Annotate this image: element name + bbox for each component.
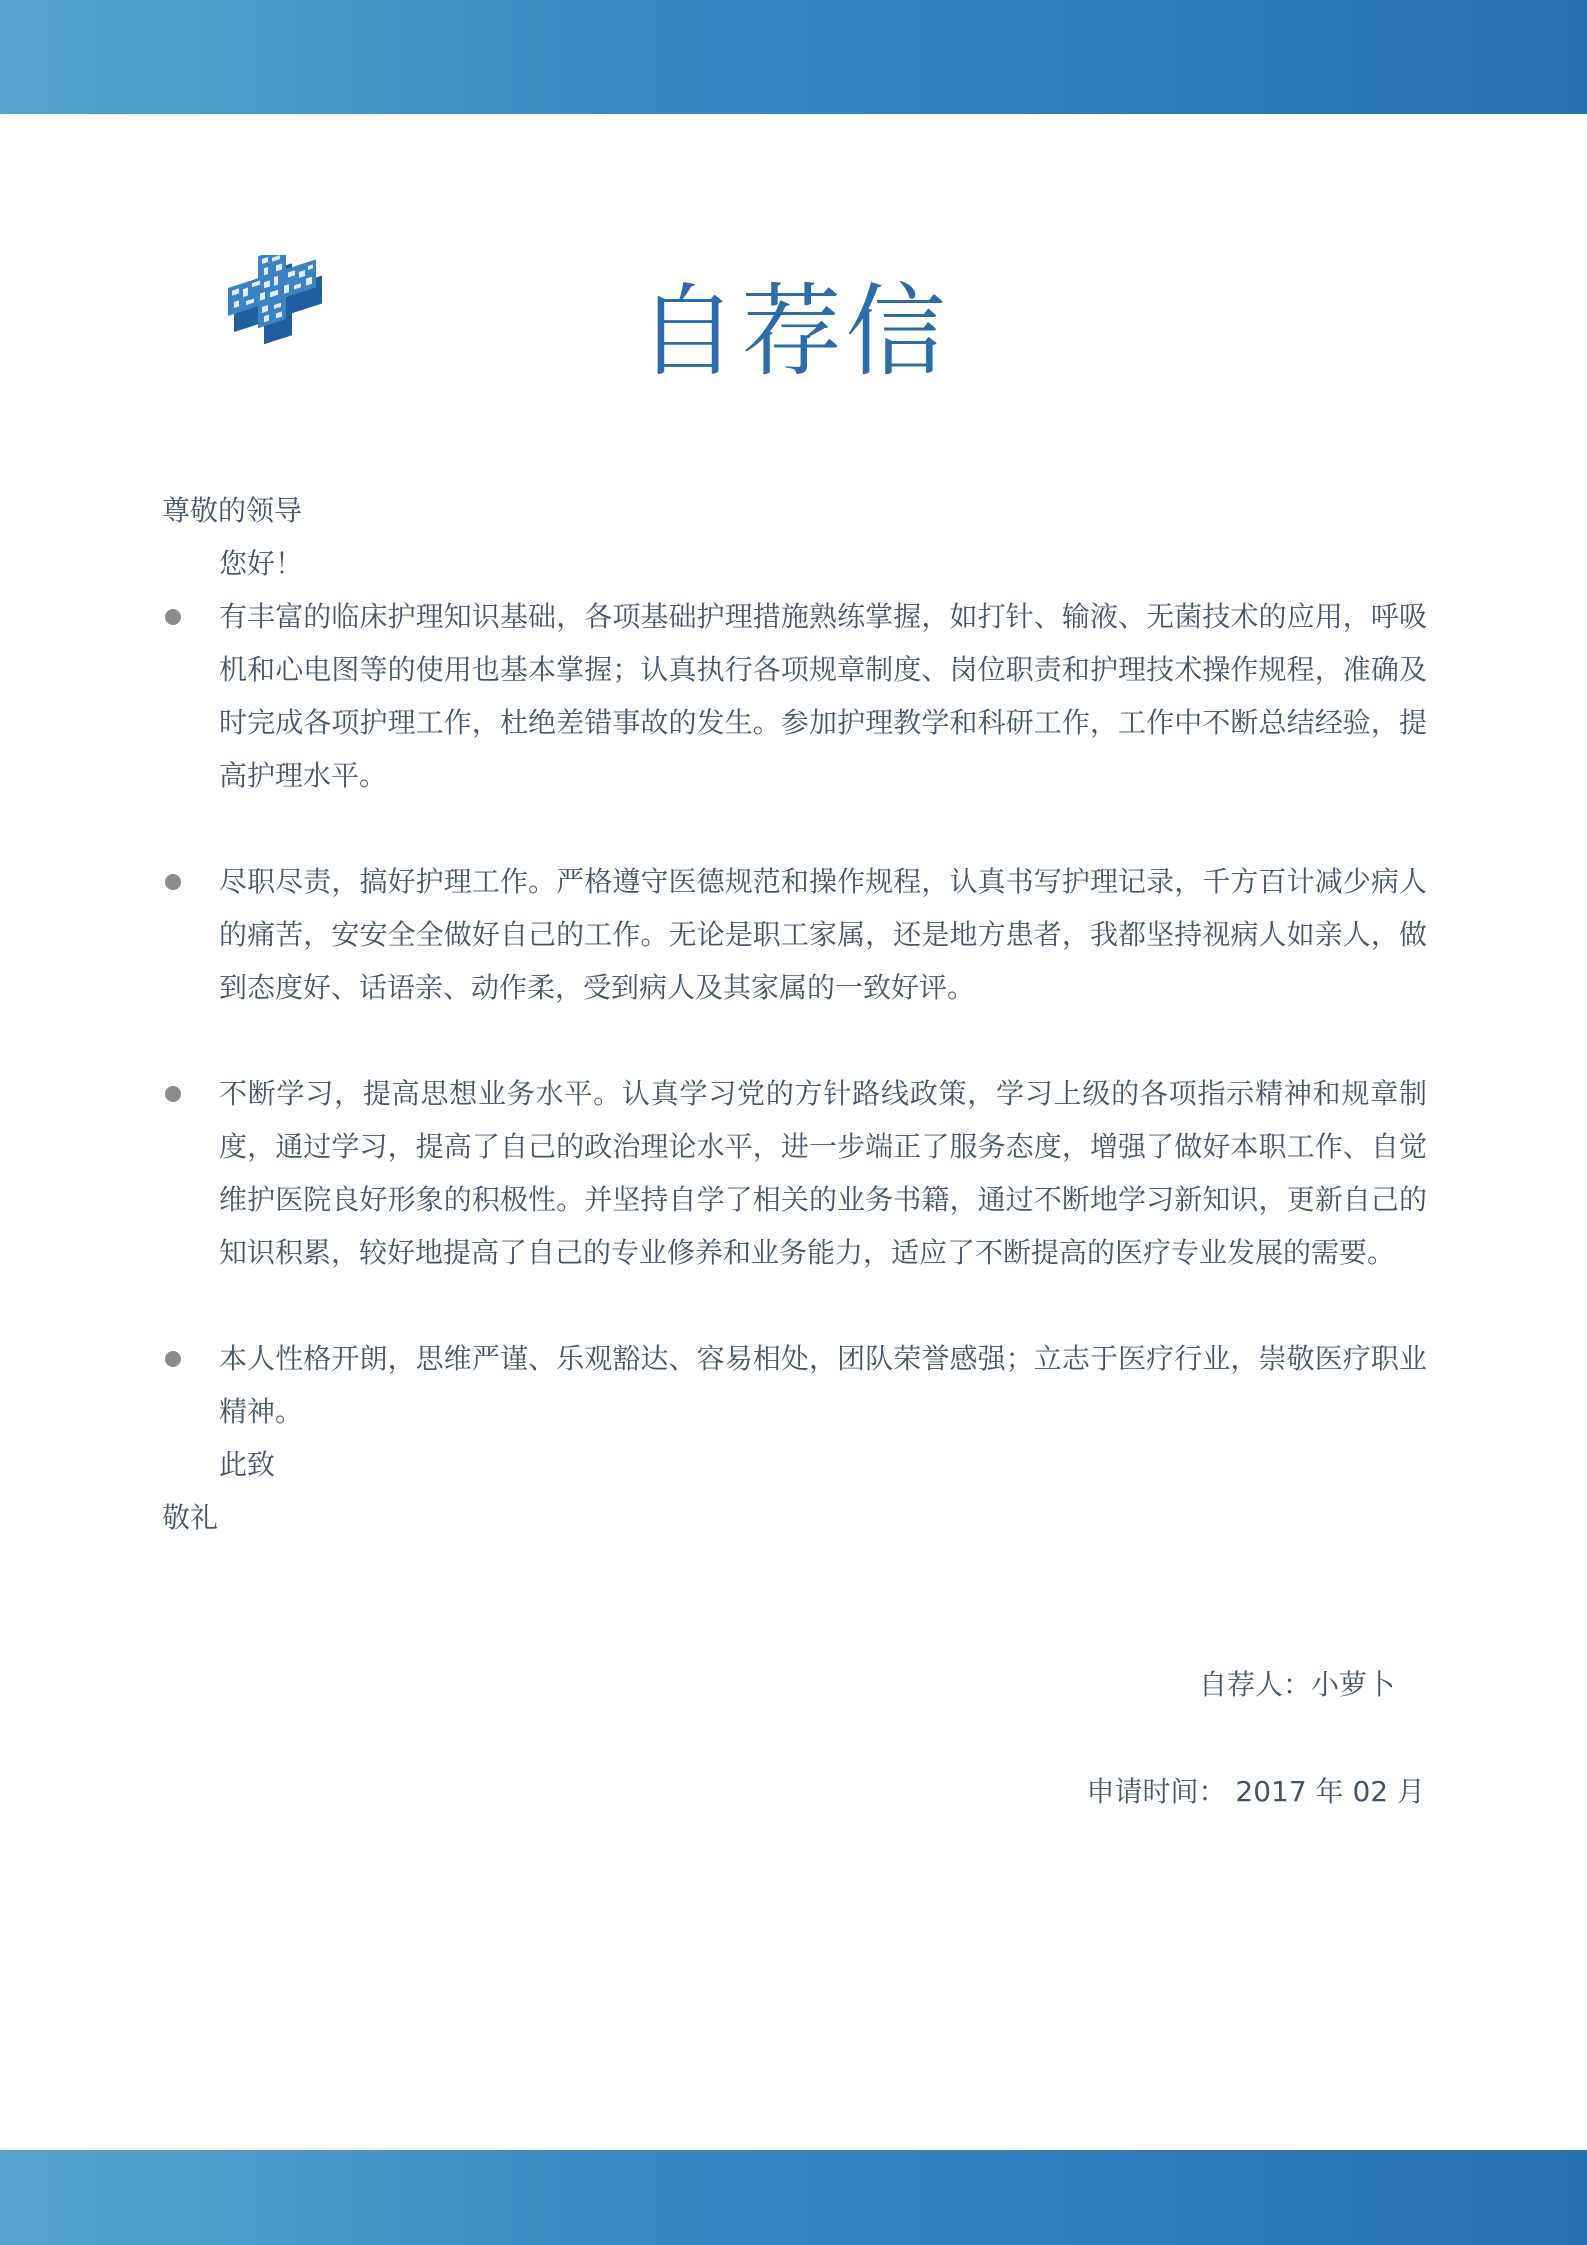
closing-line-1: 此致 [219,1448,276,1481]
bullet-dot-icon [165,874,181,890]
closing-line-2: 敬礼 [162,1501,219,1534]
list-item [162,590,1427,802]
greeting: 您好！ [219,547,304,580]
paragraph-text: 尽职尽责，搞好护理工作。严格遵守医德规范和操作规程，认真书写护理记录，千方百计减少病人的痛苦，安安全全做好自己的工作。无论是职工家属，还是地方患者，我都坚持视病人如亲人，做到态度好、话语亲、动作柔，受到病人及其家属的一致好评。 [219,865,1427,1004]
salutation: 尊敬的领导 [162,494,303,527]
list-item [162,855,1427,1014]
list-item [162,1067,1427,1279]
paragraph-text: 本人性格开朗，思维严谨、乐观豁达、容易相处，团队荣誉感强；立志于医疗行业，崇敬医疗职业精神。 [219,1342,1427,1428]
bullet-dot-icon [165,1351,181,1367]
header-band [0,0,1587,114]
letter-body [162,484,1427,1544]
page-title: 自荐信 [637,273,950,390]
bullet-dot-icon [165,609,181,625]
application-date: 申请时间： 2017 年 02 月 [1086,1775,1425,1808]
list-item [162,1332,1427,1438]
signer-name: 自荐人：小萝卜 [1198,1668,1395,1701]
paragraph-text: 有丰富的临床护理知识基础，各项基础护理措施熟练掌握，如打针、输液、无菌技术的应用，呼吸机和心电图等的使用也基本掌握；认真执行各项规章制度、岗位职责和护理技术操作规程，准确及时完成各项护理工作，杜绝差错事故的发生。参加护理教学和科研工作，工作中不断总结经验，提高护理水平。 [219,600,1427,792]
paragraph-text: 不断学习，提高思想业务水平。认真学习党的方针路线政策，学习上级的各项指示精神和规章制度，通过学习，提高了自己的政治理论水平，进一步端正了服务态度，增强了做好本职工作、自觉维护医院良好形象的积极性。并坚持自学了相关的业务书籍，通过不断地学习新知识，更新自己的知识积累，较好地提高了自己的专业修养和业务能力，适应了不断提高的医疗专业发展的需要。 [219,1077,1427,1269]
bullet-dot-icon [165,1086,181,1102]
footer-band [0,2150,1587,2245]
